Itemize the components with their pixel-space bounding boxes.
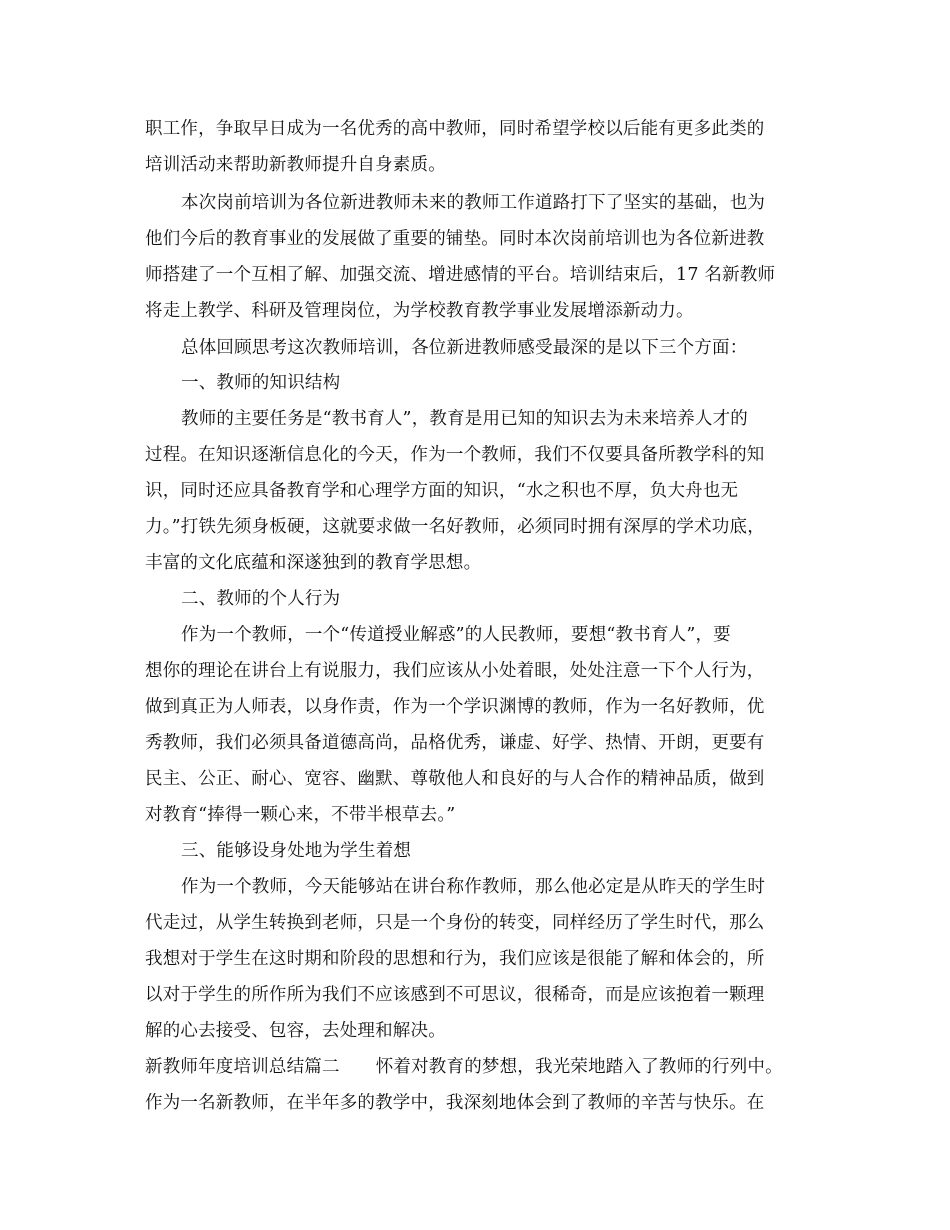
paragraph-line: 识，同时还应具备教育学和心理学方面的知识，“水之积也不厚，负大舟也无 [145,481,739,501]
paragraph-line: 怀着对教育的梦想，我光荣地踏入了教师的行列中。 [375,1057,783,1077]
paragraph-line: 将走上教学、科研及管理岗位，为学校教育教学事业发展增添新动力。 [145,301,694,321]
paragraph-line: 我想对于学生在这时期和阶段的思想和行为，我们应该是很能了解和体会的，所 [145,949,765,969]
paragraph-line: 教师的主要任务是“教书育人”，教育是用已知的知识去为未来培养人才的 [181,409,748,429]
paragraph-line: 他们今后的教育事业的发展做了重要的铺垫。同时本次岗前培训也为各位新进教 [145,229,765,249]
paragraph-line: 以对于学生的所作所为我们不应该感到不可思议，很稀奇，而是应该抱着一颗理 [145,985,765,1005]
paragraph-line: 力。”打铁先须身板硬，这就要求做一名好教师，必须同时拥有深厚的学术功底， [145,517,765,537]
section-heading-2: 二、教师的个人行为 [181,589,341,609]
paragraph-line: 代走过，从学生转换到老师，只是一个身份的转变，同样经历了学生时代，那么 [145,913,765,933]
section-heading-1: 一、教师的知识结构 [181,373,341,393]
paragraph-line: 丰富的文化底蕴和深遂独到的教育学思想。 [145,553,482,573]
paragraph-line: 作为一个教师，今天能够站在讲台称作教师，那么他必定是从昨天的学生时 [181,877,766,897]
section-title: 新教师年度培训总结篇二 [145,1057,340,1077]
paragraph-line: 做到真正为人师表，以身作责，作为一个学识渊博的教师，作为一名好教师，优 [145,697,765,717]
paragraph-line: 总体回顾思考这次教师培训，各位新进教师感受最深的是以下三个方面： [181,338,748,358]
paragraph-line: 作为一名新教师，在半年多的教学中，我深刻地体会到了教师的辛苦与快乐。在 [145,1093,765,1113]
paragraph-line: 秀教师，我们必须具备道德高尚，品格优秀，谦虚、好学、热情、开朗，更要有 [145,733,765,753]
paragraph-line: 职工作，争取早日成为一名优秀的高中教师，同时希望学校以后能有更多此类的 [145,119,765,139]
paragraph-line: 过程。在知识逐渐信息化的今天，作为一个教师，我们不仅要具备所教学科的知 [145,445,765,465]
paragraph-line: 想你的理论在讲台上有说服力，我们应该从小处着眼，处处注意一下个人行为， [145,661,765,681]
paragraph-line: 民主、公正、耐心、宽容、幽默、尊敬他人和良好的与人合作的精神品质，做到 [145,769,765,789]
paragraph-line: 师搭建了一个互相了解、加强交流、增进感情的平台。培训结束后，17 名新教师 [145,265,776,285]
paragraph-line: 本次岗前培训为各位新进教师未来的教师工作道路打下了坚实的基础，也为 [181,193,766,213]
paragraph-line: 作为一个教师，一个“传道授业解惑”的人民教师，要想“教书育人”，要 [181,625,731,645]
paragraph-line: 对教育“捧得一颗心来，不带半根草去。” [145,805,456,825]
paragraph-line: 解的心去接受、包容，去处理和解决。 [145,1021,446,1041]
section-title-line [145,1059,783,1077]
section-heading-3: 三、能够设身处地为学生着想 [181,841,412,861]
paragraph-line: 培训活动来帮助新教师提升自身素质。 [145,155,446,175]
